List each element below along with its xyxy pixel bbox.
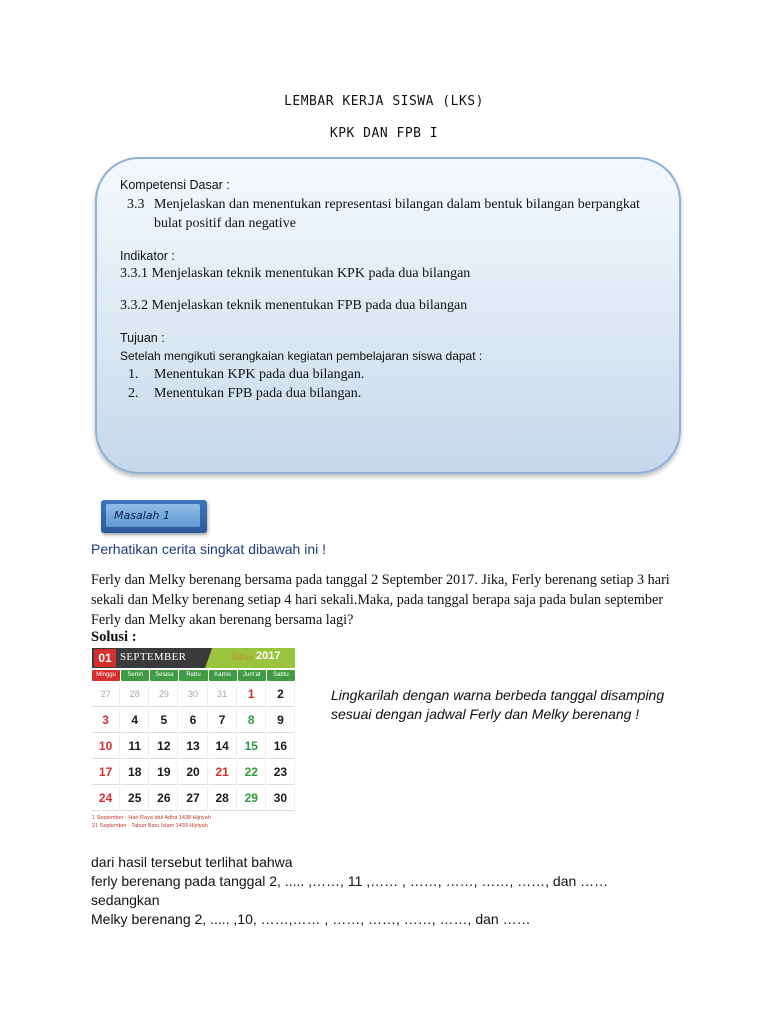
instruction-line-2: sesuai dengan jadwal Ferly dan Melky berenang ! <box>331 706 640 722</box>
september-calendar <box>92 648 295 834</box>
calendar-date-cell[interactable]: 5 <box>150 709 178 733</box>
kd-number: 3.3 <box>127 197 145 212</box>
calendar-date-cell[interactable]: 22 <box>238 761 266 785</box>
calendar-dayname: Kamis <box>209 670 237 681</box>
sedangkan-text: sedangkan <box>91 892 160 908</box>
indikator-item-1: 3.3.1 Menjelaskan teknik menentukan KPK pada dua bilangan <box>120 266 471 281</box>
kd-text-line2: bulat positif dan negative <box>154 216 296 231</box>
tujuan-item-1-num: 1. <box>128 367 139 382</box>
calendar-date-cell[interactable]: 11 <box>121 735 149 759</box>
kd-label: Kompetensi Dasar : <box>120 178 230 192</box>
tujuan-intro: Setelah mengikuti serangkaian kegiatan pembelajaran siswa dapat : <box>120 349 483 363</box>
calendar-date-cell[interactable]: 29 <box>238 787 266 811</box>
calendar-note-1: 1 September - Hari Raya Idul Adha 1438 Hijriyah <box>92 815 211 821</box>
calendar-date-cell[interactable]: 29 <box>150 683 178 707</box>
calendar-dayname: Selasa <box>150 670 178 681</box>
calendar-date-cell[interactable]: 28 <box>209 787 237 811</box>
calendar-date-cell[interactable]: 26 <box>150 787 178 811</box>
result-intro: dari hasil tersebut terlihat bahwa <box>91 854 293 870</box>
calendar-date-cell[interactable]: 21 <box>209 761 237 785</box>
calendar-date-cell[interactable]: 14 <box>209 735 237 759</box>
calendar-day-number: 01 <box>94 649 116 667</box>
story-line-3: Ferly dan Melky akan berenang bersama lagi? <box>91 612 354 628</box>
calendar-date-cell[interactable]: 27 <box>92 683 120 707</box>
masalah-label: Masalah 1 <box>106 504 200 527</box>
calendar-dayname: Sabtu <box>267 670 295 681</box>
instruction-line-1: Lingkarilah dengan warna berbeda tanggal disamping <box>331 687 665 703</box>
indikator-item-2: 3.3.2 Menjelaskan teknik menentukan FPB pada dua bilangan <box>120 298 468 313</box>
circle-instruction <box>331 686 711 724</box>
calendar-date-cell[interactable]: 30 <box>179 683 207 707</box>
calendar-date-cell[interactable]: 28 <box>121 683 149 707</box>
masalah-badge <box>101 500 207 533</box>
melky-dates-blank: Melky berenang 2, ..... ,10, ……,…… , ……, ……, ……, ……, dan …… <box>91 911 531 927</box>
calendar-header <box>92 648 295 668</box>
calendar-note-2: 21 September - Tahun Baru Islam 1439 Hijriyah <box>92 823 208 829</box>
calendar-date-cell[interactable]: 30 <box>267 787 295 811</box>
calendar-date-cell[interactable]: 27 <box>179 787 207 811</box>
story-paragraph <box>91 570 671 630</box>
calendar-date-cell[interactable]: 23 <box>267 761 295 785</box>
tujuan-item-1-text: Menentukan KPK pada dua bilangan. <box>154 367 365 382</box>
calendar-date-cell[interactable]: 10 <box>92 735 120 759</box>
calendar-dayname: Rabu <box>179 670 207 681</box>
calendar-date-cell[interactable]: 20 <box>179 761 207 785</box>
calendar-date-cell[interactable]: 9 <box>267 709 295 733</box>
tujuan-item-2-text: Menentukan FPB pada dua bilangan. <box>154 386 362 401</box>
calendar-date-cell[interactable]: 8 <box>238 709 266 733</box>
story-line-1: Ferly dan Melky berenang bersama pada tanggal 2 September 2017. Jika, Ferly berenang setiap 3 hari <box>91 572 670 588</box>
result-section <box>91 853 691 929</box>
calendar-date-cell[interactable]: 18 <box>121 761 149 785</box>
calendar-date-cell[interactable]: 1 <box>238 683 266 707</box>
calendar-month: SEPTEMBER <box>120 651 187 663</box>
calendar-dayname: Senin <box>121 670 149 681</box>
perhatikan-heading: Perhatikan cerita singkat dibawah ini ! <box>91 541 327 557</box>
kd-text-line1: Menjelaskan dan menentukan representasi bilangan dalam bentuk bilangan berpangkat <box>154 197 640 212</box>
tujuan-item-2-num: 2. <box>128 386 139 401</box>
calendar-date-cell[interactable]: 4 <box>121 709 149 733</box>
calendar-date-cell[interactable]: 25 <box>121 787 149 811</box>
tujuan-label: Tujuan : <box>120 331 165 345</box>
calendar-dayname: Minggu <box>92 670 120 681</box>
competency-box <box>95 157 681 474</box>
calendar-date-cell[interactable]: 15 <box>238 735 266 759</box>
calendar-date-cell[interactable]: 3 <box>92 709 120 733</box>
solusi-label: Solusi : <box>91 629 137 645</box>
ferly-dates-blank: ferly berenang pada tanggal 2, ..... ,……, 11 ,…… , ……, ……, ……, ……, dan …… <box>91 873 609 889</box>
calendar-date-cell[interactable]: 31 <box>209 683 237 707</box>
indikator-label: Indikator : <box>120 249 175 263</box>
page-title: LEMBAR KERJA SISWA (LKS) <box>284 94 484 109</box>
calendar-notes <box>92 814 295 830</box>
calendar-tahun-label: Tahun <box>231 652 254 662</box>
calendar-date-cell[interactable]: 13 <box>179 735 207 759</box>
calendar-dayname: Jum'at <box>238 670 266 681</box>
calendar-date-cell[interactable]: 7 <box>209 709 237 733</box>
calendar-date-cell[interactable]: 24 <box>92 787 120 811</box>
calendar-date-cell[interactable]: 2 <box>267 683 295 707</box>
page-subtitle: KPK DAN FPB I <box>329 126 439 141</box>
calendar-date-cell[interactable]: 12 <box>150 735 178 759</box>
calendar-grid <box>92 670 295 811</box>
calendar-date-cell[interactable]: 16 <box>267 735 295 759</box>
calendar-date-cell[interactable]: 17 <box>92 761 120 785</box>
calendar-date-cell[interactable]: 19 <box>150 761 178 785</box>
calendar-year: 2017 <box>256 650 281 662</box>
story-line-2: sekali dan Melky berenang setiap 4 hari sekali.Maka, pada tanggal berapa saja pada bulan september <box>91 592 664 608</box>
calendar-date-cell[interactable]: 6 <box>179 709 207 733</box>
